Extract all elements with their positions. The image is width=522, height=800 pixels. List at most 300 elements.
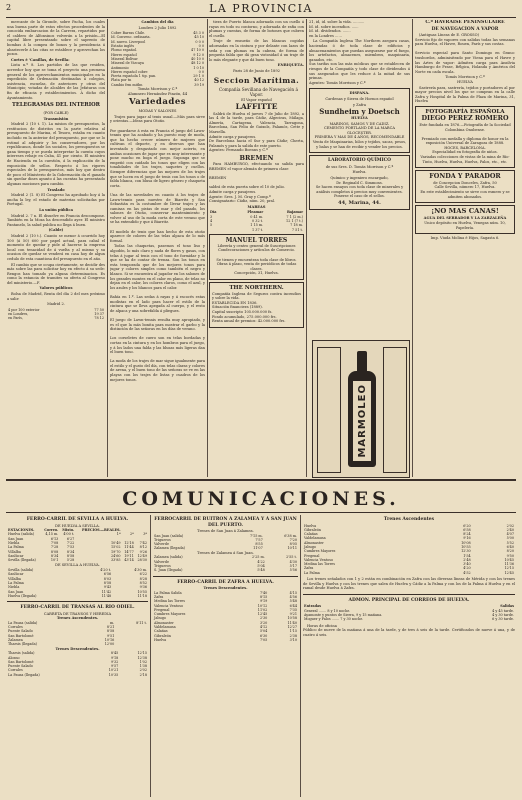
table-cell: 8'15 bbox=[259, 594, 268, 599]
table-cell: 10'55 bbox=[461, 544, 471, 549]
table-cell: La Palma bbox=[8, 580, 24, 585]
table-cell: 45 10 bbox=[194, 35, 204, 40]
table-cell: 5'04 bbox=[259, 629, 268, 634]
table-cell: 2'25 m. bbox=[252, 555, 265, 560]
table-cell: 8'05 bbox=[289, 542, 297, 547]
table-cell: Cambio frm mitbn bbox=[111, 82, 143, 87]
table-cell: 5'17 bbox=[289, 563, 297, 568]
column-divider bbox=[207, 19, 208, 477]
fotografia-title: FOTOGRAFÍA ESPAÑOLA bbox=[425, 108, 505, 115]
article-text: Trajes para jugar al tenis usual.—Más para sirve y orientas.—Ideas para Otoño. Por guardarse á esta en Francia el juego del Lawn-tennis que ha acabado y ha puesto muy de moda, que ha hecho crecer número de mujeres que cultivan el deporte, y en diversos que han inventado y desgastado con mejor acierto, en ambas ocasiones de jugar que es muy interesante y pone mucho en boga el juego. Suponga que se empeñó con cuidado los tonos que eligen con las tonalidades de los trajes, saquetes y cuellos. Siempre diferencias que las mejores de los trajes que se lucen en el juego de tenis con los tonos o de falda blanca, con blusa de ligero género y chaqueta corta. Una de las novedades en cuanto á los trajes de Lawn-tennis para nuestro de Biarritz y San Sebastián es la costumbre de llevar trajes y las camisas en las pistas de mar y del pasado, los salones de Otoño, conservar mantenimiento y volver al uso de la moda corta de este verano que se ha extendido y que á Biarritz. El modelo de tenis que han hecho de esta otoño aparece de colores de las telas alpaca de lo más formal. bbox=[110, 114, 205, 243]
table-cell: General ....... 8 y 10 noche. bbox=[304, 608, 351, 613]
sundheim-body: MARINOS, SAMOS Y DE CADIZ. CEMENTO PORTLAND DE LA MARCA GLOCESTER. PRIMERA Y MAS DE 4 AÑOS, RECOMENDABLE Venta de Maquinarias, hilos y tejidos, sacas, pesos, y balas y se han de recibir y vender los precios. bbox=[312, 121, 407, 149]
table-cell: 6'38 m. bbox=[284, 533, 297, 538]
table-cell: 4'30 m. bbox=[134, 568, 147, 573]
table-cell: 29 1 0 bbox=[193, 74, 204, 79]
table-cell: La Palma Salida bbox=[154, 590, 182, 595]
table-cell: 4'22 bbox=[257, 559, 265, 564]
nomas-advert bbox=[415, 205, 515, 234]
table-cell: Calañas bbox=[154, 629, 168, 634]
table-cell: 48 12 0 bbox=[191, 61, 204, 66]
table-cell: 6'22 bbox=[139, 572, 147, 577]
table-cell: PRECIOS.—REALES. bbox=[81, 528, 121, 533]
value-number: 19 37 bbox=[94, 312, 104, 317]
table-cell: Cumbres Mayores bbox=[154, 612, 186, 617]
northern-body: Compañía Inglesa de Seguros contra incendios y sobre la vida. ESTABLECIDA EN 1836. Situación financiera (1889). Capital suscripto 105.000.000 fs. Fondo acumulado, 275.000.000 frs. Renta anual de premios: 42.000.000 frs. bbox=[212, 291, 301, 324]
correos-table bbox=[303, 604, 515, 621]
table-cell: Huelva (llegada) bbox=[8, 593, 37, 598]
value-number: 78 12 bbox=[94, 316, 104, 321]
table-cell: 10'11 bbox=[287, 546, 297, 551]
correos-note: Horas de oficina Público de nueve de la mañana á una de la tarde, y de tres á seis de la tarde. Certificados de nueve á una, y de cuatro á seis. bbox=[303, 623, 515, 637]
advert-subheading: y Zafra bbox=[352, 102, 366, 107]
table-cell: 10'16 bbox=[104, 638, 115, 643]
table-cell: La Pausa (llegada) bbox=[8, 672, 40, 677]
table-cell: 12'15 bbox=[137, 651, 147, 656]
table-cell: Ayamonte y puntos de Sierra, 9 y 15 mañana. bbox=[304, 612, 383, 617]
telegrams-subtitle: (POR CABLE) bbox=[43, 111, 69, 116]
table-cell: 4'30 bbox=[289, 559, 297, 564]
table-cell: 3 bbox=[210, 214, 213, 219]
table-cell: Corrales bbox=[8, 625, 23, 630]
table-cell: Sanlúcar bbox=[8, 572, 24, 577]
fonda-body: de Concepcion Donceles, Zafra, 50 Calle Sevilla, número 17, Huelva. En este establecimiento se sirve con esmero y se admiten abonados. bbox=[420, 180, 510, 199]
table-cell: ESTACIONES. bbox=[8, 528, 35, 533]
rail-subtitle: Trenes Ascendentes. bbox=[56, 616, 99, 621]
table-cell: 8'11 t. bbox=[136, 620, 147, 625]
table-cell: 39 19 bbox=[194, 82, 204, 87]
table-cell: Fregenal bbox=[304, 553, 320, 558]
table-cell: 9'43 bbox=[103, 585, 112, 590]
table-cell: 9'26 bbox=[139, 549, 147, 554]
table-cell: 0 0 bbox=[198, 44, 204, 49]
table-cell: 10'35 bbox=[108, 672, 119, 677]
table-cell: 9'19 bbox=[259, 599, 268, 604]
table-cell: Mixto. bbox=[62, 528, 75, 533]
advert-heading: DISPANA. bbox=[349, 91, 370, 96]
table-cell: Niebla bbox=[8, 585, 20, 590]
table-cell: 7'42 bbox=[139, 540, 147, 545]
table-cell: Hierro español bbox=[111, 52, 137, 57]
rail-subtitle: CARRETA DE TRANSOS Y HEREDIA bbox=[43, 611, 112, 616]
ship-name-2: BREMEN bbox=[239, 153, 274, 162]
table-cell: 4'15 bbox=[289, 590, 297, 595]
table-cell: 19'11 bbox=[124, 553, 134, 558]
table-cell: 3ª bbox=[143, 532, 147, 537]
table-cell: Valencia Ventoso bbox=[154, 603, 184, 608]
table-cell: 10'08 bbox=[461, 540, 471, 545]
table-cell: 1ª bbox=[116, 532, 121, 537]
cambios-date: Londres 2 Julio 1892 bbox=[138, 25, 177, 30]
column-5 bbox=[415, 20, 515, 476]
table-cell: Estaño inglés bbox=[111, 44, 135, 49]
table-cell: Valencia Ventoso bbox=[304, 557, 334, 562]
table-cell: S. Juan (llegada) bbox=[154, 568, 183, 573]
table-cell: 5'48 bbox=[289, 599, 297, 604]
table-cell: 5'00 bbox=[506, 536, 514, 541]
rail-col-3 bbox=[303, 516, 515, 798]
mareas-table bbox=[209, 210, 304, 231]
table-cell: Zalamea bbox=[8, 638, 23, 643]
table-row bbox=[303, 571, 515, 575]
section-heading: Traslado bbox=[47, 187, 65, 192]
table-cell: 9'57 bbox=[110, 664, 119, 669]
table-cell: 1'02 bbox=[139, 659, 147, 664]
table-cell: 1'54 bbox=[463, 553, 471, 558]
table-cell: 8'52 bbox=[139, 580, 147, 585]
chavrasse-title: C.ª HAVRAISE PENINSULAIRE bbox=[425, 20, 505, 25]
table-cell: 8'08 bbox=[50, 549, 59, 554]
table-row bbox=[7, 316, 105, 320]
table-cell: 9'18 bbox=[110, 655, 119, 660]
cambios-title: Cambios del día bbox=[141, 20, 174, 24]
table-cell: Zalamea (llegada) bbox=[154, 546, 186, 551]
rail-subtitle: Trenes de San Juan á Zalamea. bbox=[197, 529, 254, 533]
table-cell: 7'20 bbox=[289, 537, 297, 542]
lab-title: LABORATORIO QUÍMICO bbox=[327, 158, 391, 164]
table-cell: La Pausa (salida) bbox=[8, 620, 38, 625]
table-cell: 9'51 bbox=[106, 633, 115, 638]
cambios-signature: Tomás Morrison y C.ª Alumnero Hernández Pinzón, 44 bbox=[127, 87, 188, 96]
table-cell: San Juan (salida) bbox=[154, 533, 184, 538]
table-cell: 10'55 bbox=[137, 589, 147, 594]
table-cell: 40 10 0 bbox=[191, 56, 204, 61]
table-cell: 45 3 0 bbox=[193, 31, 204, 36]
rail-subtitle: DE SEVILLA A HUELVA. bbox=[55, 563, 100, 568]
table-cell: 4'20 bbox=[463, 566, 471, 571]
table-cell: 2'02 bbox=[139, 668, 147, 673]
table-cell: 7'08 bbox=[50, 540, 59, 545]
table-cell: Jabugo bbox=[304, 544, 316, 549]
variedades-subtitle: MODAS Y SALONES bbox=[138, 109, 177, 114]
table-cell: m. bbox=[109, 620, 115, 625]
column-divider bbox=[150, 515, 151, 797]
table-cell: 7'35 bbox=[289, 607, 297, 612]
column-divider bbox=[107, 19, 108, 477]
chavrasse-title-2: DE NAVEGACION A VAPOR bbox=[431, 26, 499, 32]
table-cell: Correo. bbox=[44, 528, 59, 533]
article-date: Paris 28 de Junio de 1892 bbox=[233, 68, 280, 73]
table-cell: 8'58 bbox=[103, 580, 112, 585]
article-text: Lista n.º 8. Los partidos de las que residen, acreedor hoy que se toma el proyecto una promesa general de los aprovechamientos municipales en la expedición de Ordenación destinadas á colegios, asistencia, escuelas, de anteriores y otras del Municipio; votadas de alcaldes de las Jefaturas con fin de eficacia y establecimientos. Á dicho del Ayuntamiento. bbox=[7, 63, 105, 100]
section-heading: Cortes é 'Canillas, de Sevilla: bbox=[11, 57, 70, 62]
value-label: en Londres, bbox=[8, 312, 29, 317]
table-cell: 12'45 bbox=[504, 570, 514, 575]
table-cell: 1 37 t. bbox=[252, 227, 264, 232]
table-cell: 12'30 bbox=[461, 549, 471, 554]
table-cell: Huelva bbox=[304, 523, 317, 528]
table-cell: 8'20 bbox=[506, 549, 514, 554]
table-cell: 1 0 10 bbox=[193, 65, 204, 70]
table-cell: 8'28 bbox=[139, 576, 147, 581]
table-cell: 2'40 bbox=[506, 527, 514, 532]
table-cell: 8'03 bbox=[103, 576, 112, 581]
table-cell: 15'02 bbox=[111, 545, 121, 550]
table-cell: Gibraleón bbox=[154, 633, 171, 638]
table-cell: 9'32 bbox=[110, 659, 119, 664]
table-cell: 1'38 bbox=[139, 664, 147, 669]
table-cell: 6'13 bbox=[50, 536, 59, 541]
table-cell: Villalba bbox=[8, 549, 21, 554]
table-cell: 9'36 bbox=[139, 585, 147, 590]
table-cell: 6'58 bbox=[463, 527, 471, 532]
table-cell: Corrales bbox=[8, 668, 23, 673]
table-cell: 9'16 bbox=[463, 536, 471, 541]
rail-title: FERRO-CARRIL DE ZAFRA A HUELVA. bbox=[177, 579, 274, 585]
table-cell: 10'12 bbox=[257, 603, 268, 608]
table-cell: 1'15 bbox=[289, 629, 297, 634]
table-cell: 4'20 t. bbox=[100, 568, 112, 573]
table-cell: 2'30 bbox=[259, 616, 268, 621]
table-cell: 43'14 bbox=[124, 558, 134, 563]
section-rule bbox=[6, 512, 516, 513]
table-cell: Valdelamusa bbox=[154, 625, 176, 630]
table-cell: 11'07 bbox=[253, 546, 263, 551]
rail-title: Trenes Ascendentes bbox=[383, 517, 435, 522]
table-cell: 12'45 bbox=[257, 612, 268, 617]
table-cell: 7'57 bbox=[255, 537, 263, 542]
nomas-title: ¡NO MAS CANAS! bbox=[431, 207, 499, 216]
table-cell: 5'56 bbox=[289, 568, 297, 573]
rail-table bbox=[153, 555, 298, 572]
ship-notice: Saldrá de Huelva el jueves 7 de Julio de 1892, a las 4 de la tarde, para Cádiz, Algeciras, Málaga, Almería, Cartagena, Valencia, Tarragona, Barcelona, San Feliu de Guixols, Palamós, Cette y Marsella. Admite carga y pasajeros. De Barcelona hacia el Sur y para Cádiz; Cherta, Palamós y para la salida de este puerto. Agentes: Fernando Boenns y C.ª bbox=[209, 111, 304, 153]
table-cell: 6 y 30 tarde. bbox=[492, 617, 514, 622]
rail-table bbox=[7, 528, 148, 562]
table-cell: Mineral de Vizcaya bbox=[111, 61, 144, 66]
table-cell: 3'20 bbox=[259, 620, 268, 625]
table-cell: 7 1 (2 m.) bbox=[286, 214, 303, 219]
rail-table bbox=[153, 534, 298, 551]
sundheim-name: Sundheim y Doetsch bbox=[319, 107, 400, 117]
rail-title: FERRO-CARRIL DE TRANSAS AL RIO ODIEL. bbox=[20, 605, 135, 611]
marmoleo-advert bbox=[312, 340, 410, 478]
northern-advert bbox=[209, 282, 304, 328]
article-text: tiera de Puerto blanca adornada con un cuello á rayas en todo su contorno, y adornada de rafia con plumas y cuentas, de forma de botones que cubren el cuello. bbox=[209, 20, 304, 38]
table-cell: 6'56 bbox=[103, 572, 112, 577]
sundheim-advert bbox=[309, 88, 410, 153]
article-text: mercante de la Gironde, sobre Pacha, los cuales una buena parte de estos efectos procedentes de la conocida embarcacion de la Carrera, repartidos por el caldero de Alfonsinos volverán a la prisión—El capital libre presentando sobre el saprento de bombas á la compra de bonos y la presidencia á abastecerle á las citas se establece y aprovechan los pozos. bbox=[7, 20, 105, 57]
fotografia-body: Este fundada en 1876.—Fotografía de la Sociedad Colombina Onubense. Premiado con medalla y diploma de honor en la exposición Universal de Zaragoza de 1888. HOCES, BARCELONA. Especialidad en fotografía de niños. Variadas colecciones de vistas de la mina de Río-Tinto, Huelva, Huelva, Huelva, Palos, etc., etc. bbox=[419, 122, 511, 164]
table-row bbox=[7, 594, 148, 598]
article-text: La Compañía Inglesa The Northern asegura casas, haciendas ó de toda clase de edificios y almacenamientos que puedan asegurarse por el fuego, los artefactos, almacenes, miembros, maquinaria, ganados, etc. Sus tarifas son las más módicas que se establecen de riesgos de la Compañía y todo clase de dividendos á sus asegurados que les reduce á la mitad de sus primas. Agentes: Tomás Morrison y C.ª bbox=[309, 39, 410, 85]
advert-vertical-band bbox=[317, 347, 341, 473]
table-cell: 12'00 bbox=[104, 642, 115, 647]
valores-table bbox=[7, 308, 105, 321]
table-cell: 19'70 bbox=[111, 549, 121, 554]
table-cell: 12'49 bbox=[137, 553, 147, 558]
page-header bbox=[6, 2, 516, 16]
table-cell: 5'28 bbox=[66, 558, 75, 563]
section-heading: La unión pública bbox=[39, 207, 73, 212]
table-cell: 14'77 bbox=[124, 549, 134, 554]
table-cell: 4 bbox=[210, 219, 213, 223]
column-divider bbox=[300, 515, 301, 797]
table-cell: 12'18 bbox=[124, 540, 134, 545]
table-cell: 12'38 bbox=[137, 655, 147, 660]
table-cell: 5'48 bbox=[257, 568, 265, 573]
table-cell: 7 18 m. bbox=[290, 223, 303, 228]
advert-vertical-band bbox=[383, 347, 407, 473]
table-cell: 24'60 bbox=[111, 553, 121, 558]
table-cell: Plomo español. bbox=[111, 48, 138, 53]
value-label: en París, bbox=[8, 316, 23, 321]
article-text: Madrid 2 (10 t.). Cuanto se menor á ocurrido hoy 100 (á 50) 600 por papel actual, para cabal el momento de quedar y pide al hacerse la empresa local con tenacidad de á vuelta y al mismo y su ocasion de quedar se venderá en casa hoy de algun cedulo de esta cuantiosa del presupuesto en el año. bbox=[7, 233, 105, 261]
table-cell: 10'49 bbox=[111, 540, 121, 545]
value-number: 77 50 bbox=[94, 307, 104, 312]
table-cell: 8'21 bbox=[106, 625, 115, 630]
mareas-title: MAREAS bbox=[247, 204, 266, 209]
table-cell: Huelva bbox=[154, 637, 167, 642]
table-cell: Tharsis (llegada) bbox=[8, 642, 37, 647]
northern-title: THE NORTHERN. bbox=[229, 285, 284, 292]
table-cell: 11'18 bbox=[137, 593, 147, 598]
table-cell: 9'50 bbox=[506, 553, 514, 558]
table-cell: 8'34 bbox=[50, 553, 59, 558]
table-cell: 10'58 bbox=[287, 616, 297, 621]
table-cell: 9'21 bbox=[289, 612, 297, 617]
table-cell: 5'52 bbox=[506, 540, 514, 545]
cambios-table bbox=[110, 31, 205, 87]
table-cell: 4'00 t. bbox=[63, 532, 75, 537]
table-cell: Cobre Barras Chile. bbox=[111, 31, 146, 36]
table-cell: 3'40 bbox=[463, 562, 471, 567]
table-cell bbox=[209, 228, 227, 232]
rail-title: FERROCARRIL DE BUITRON Á ZALAMEA Y Á SAN JUAN DEL PUERTO. bbox=[154, 517, 297, 528]
table-cell: 47 10 0 bbox=[191, 48, 204, 53]
table-cell: 2'18 bbox=[139, 672, 147, 677]
table-cell: Medina las Torres bbox=[154, 599, 185, 604]
table-row bbox=[7, 673, 148, 677]
laboratorio-advert bbox=[309, 155, 410, 210]
valores-text: Bolsa de Madrid, Renta del día 2 del mes próximo a salir: bbox=[7, 292, 105, 301]
table-cell: 4 y 45 tarde. bbox=[492, 608, 514, 613]
masthead: LA PROVINCIA bbox=[209, 2, 313, 15]
table-cell: 8'58 bbox=[66, 553, 75, 558]
table-row bbox=[209, 228, 304, 232]
rail-subtitle: Trenes de Zalamea á San Juan. bbox=[197, 550, 254, 555]
nomas-body: Unico depósito en Huelva, Venegas núm. 10, Papelería. bbox=[424, 221, 506, 230]
advert-subheading: Cardenas y Sierra de Hornos español bbox=[325, 96, 394, 101]
table-cell: 4'56 bbox=[289, 594, 297, 599]
table-cell: Gibraleón bbox=[304, 527, 321, 532]
table-cell: 11'42 bbox=[101, 589, 112, 594]
article-text: 21, id, id. sobre la vida. .......... Id. id. sobre incendios. ...... Id. id. dividendos. ....... en la Londres ...... bbox=[309, 20, 365, 38]
table-cell: 8'12 bbox=[139, 545, 147, 550]
table-cell: San Bartolomé bbox=[8, 633, 34, 638]
table-cell: 0 32 t. bbox=[252, 219, 264, 223]
table-cell: 7'28 bbox=[50, 545, 59, 550]
table-cell: 7'22 bbox=[66, 540, 75, 545]
article-signature: ENRIQUETA. bbox=[277, 63, 304, 68]
table-cell: Medina las Torres bbox=[304, 562, 335, 567]
table-cell: Fregenal bbox=[154, 607, 170, 612]
article-text: Todas las chaquetas, pasemos el tono liso y algodón, lo más claro y nada de flores y gasas, con telas á jugar al tenis con el tono de formidar y lo que se ha de contar de trenza. Son los tonos en esta temporada que de los mejores tonos para jugar y colores simples como también el negro y blanco. Si se encuentra al jugador en los salones de los grandes montes en el calor en plano, de telas no dejan en el calor, los colores claros, como el azul, y los azules y los blancos para el calor. Bahía en 1.º. Las sedas á rayas y á escocés estas modistas en el lado para hacer el estilo de la cintura que se lleva apegada al cuerpo, y el resto de alpaca y una sobrefalda á pliegues. El juego de Lawn-tennis resulta muy apropiado, y es el que la más bonita para mostrar el garbo y la distinción de las señoras en los días de verano. Los corseletes de cuero son en telas bordadas y cortas en la cintura y en los hombros para el juego, y á los lados una falda y las blusas más ligeras dan el buen tono. La moda de los trajes de mar sigue igualmente para el estilo y el gusto del día, con telas claras y colores de arena, y el buen tono de las señoras se ve en las playas con los trajes de listas y cuadros de los mejores tonos. bbox=[110, 244, 205, 382]
table-cell: Antimonio bbox=[111, 65, 129, 70]
lab-address: 44, Marina, 44. bbox=[338, 199, 381, 206]
table-cell: 2'02 bbox=[506, 523, 514, 528]
table-cell: 4,15 m. bbox=[45, 532, 59, 537]
table-cell: 11'40 bbox=[287, 620, 297, 625]
fonda-title: FONDA Y PARADOR bbox=[429, 172, 501, 181]
lab-subtitle: de sus Sres. D. Tomás Morrison y C.ª bbox=[325, 164, 394, 169]
table-cell: Puente Salado bbox=[8, 629, 33, 634]
table-cell: 2'55 t. bbox=[286, 555, 297, 560]
maritima-subtitle: Compañía Sevillana de Navegación á Vapor. bbox=[219, 86, 298, 97]
torres-title: MANUEL TORRES bbox=[225, 236, 288, 244]
column-divider bbox=[412, 19, 413, 477]
table-cell: Sevilla (salida) bbox=[8, 568, 34, 573]
table-cell: 4'12 bbox=[259, 625, 268, 630]
vapor-label: El Vapor español bbox=[241, 97, 272, 102]
table-cell: Moguer y Palos ....... 7 y 30 noche. bbox=[304, 617, 364, 622]
rail-table bbox=[7, 568, 148, 598]
table-cell: 7 51 t. bbox=[291, 227, 303, 232]
table-cell: 11'44 bbox=[124, 545, 134, 550]
table-cell: Id. Convenc. ordinaria. bbox=[111, 35, 151, 40]
comunicaciones-banner: COMUNICACIONES. bbox=[122, 488, 400, 510]
table-cell: 8'45 bbox=[110, 651, 119, 656]
bottle-illustration bbox=[345, 351, 379, 469]
table-cell: 28'30 bbox=[137, 558, 147, 563]
table-cell: 8'58 bbox=[106, 629, 115, 634]
table-cell: Sanlúcar bbox=[8, 553, 24, 558]
lab-body: Químico y ingeniero encargado, Dr. Reginald C. Simmons. Se hacen ensayos con toda clase de minerales y análisis completos á precios muy convenientes. Ponerse el caso de el sellos. bbox=[315, 175, 404, 199]
nomas-subtitle: AGUA DEL SERRADOR Y LA ZARZALEÑA bbox=[423, 215, 507, 220]
table-cell: La Palma bbox=[304, 570, 320, 575]
table-cell: Cumbres Mayores bbox=[304, 549, 336, 554]
section-heading: (Cable) bbox=[48, 228, 64, 233]
table-cell: 2'38 bbox=[289, 633, 297, 638]
table-cell: Jabugo bbox=[154, 616, 166, 621]
table-cell: 0 41 m. bbox=[250, 214, 264, 219]
torres-advert bbox=[209, 234, 304, 280]
rail-subtitle: DE HUELVA A SEVILLA. bbox=[55, 523, 100, 528]
table-cell: 8'55 bbox=[255, 542, 263, 547]
table-cell: 0 0 bbox=[198, 69, 204, 74]
table-cell: Valverde bbox=[154, 559, 169, 564]
column-3 bbox=[209, 20, 304, 476]
table-cell: 10'21 bbox=[108, 668, 119, 673]
rail-subtitle: Trenes Descendentes. bbox=[203, 586, 248, 591]
table-cell: 6'27 bbox=[66, 536, 75, 541]
table-cell: 4 y 30 tarde. bbox=[492, 612, 514, 617]
maritima-title: Seccion Marítima. bbox=[213, 75, 300, 85]
table-cell: Almonaster bbox=[154, 620, 174, 625]
fotografia-advert bbox=[415, 106, 515, 168]
table-cell: 7'05 bbox=[259, 637, 268, 642]
table-cell: Villalba bbox=[8, 576, 21, 581]
column-1 bbox=[7, 20, 105, 476]
correos-title: ADMON. PRINCIPAL DE CORREOS DE HUELVA. bbox=[348, 597, 470, 603]
rail-col-2 bbox=[153, 516, 298, 798]
telegrams-subtitle-2: Transmisión bbox=[43, 116, 69, 121]
table-cell: Trigueros bbox=[154, 537, 171, 542]
table-cell: 7'53 bbox=[66, 545, 75, 550]
table-cell: Entradas bbox=[304, 604, 322, 609]
table-row bbox=[153, 638, 298, 642]
table-cell: 40 12 bbox=[194, 78, 204, 83]
ship-name: LAFFITTE bbox=[235, 102, 278, 112]
variedades-title: Variedades bbox=[128, 97, 187, 108]
chavrasse-signature: Tomás Morrison y C.ª HUELVA bbox=[445, 75, 485, 84]
table-cell: Almonaster bbox=[304, 540, 324, 545]
table-cell: Alosno bbox=[8, 655, 20, 660]
table-cell: Pierta española 1 tip. pan. bbox=[111, 74, 157, 79]
table-cell: Salidas bbox=[500, 604, 514, 609]
table-cell: Plata por tn bbox=[111, 78, 132, 83]
rail-note: Los trenes señalados con 1 y 2 están en combinación en Zafra con las diversas líneas de Mérida y con los trenes de Sevilla y Huelva y con los trenes que salen de Huelva y Cádiz a la Palma y con los de la Palma á Huelva y en el ramal desde Huelva á Zafra. bbox=[303, 577, 515, 591]
table-cell: 12 1 (7 t.) bbox=[286, 219, 303, 223]
